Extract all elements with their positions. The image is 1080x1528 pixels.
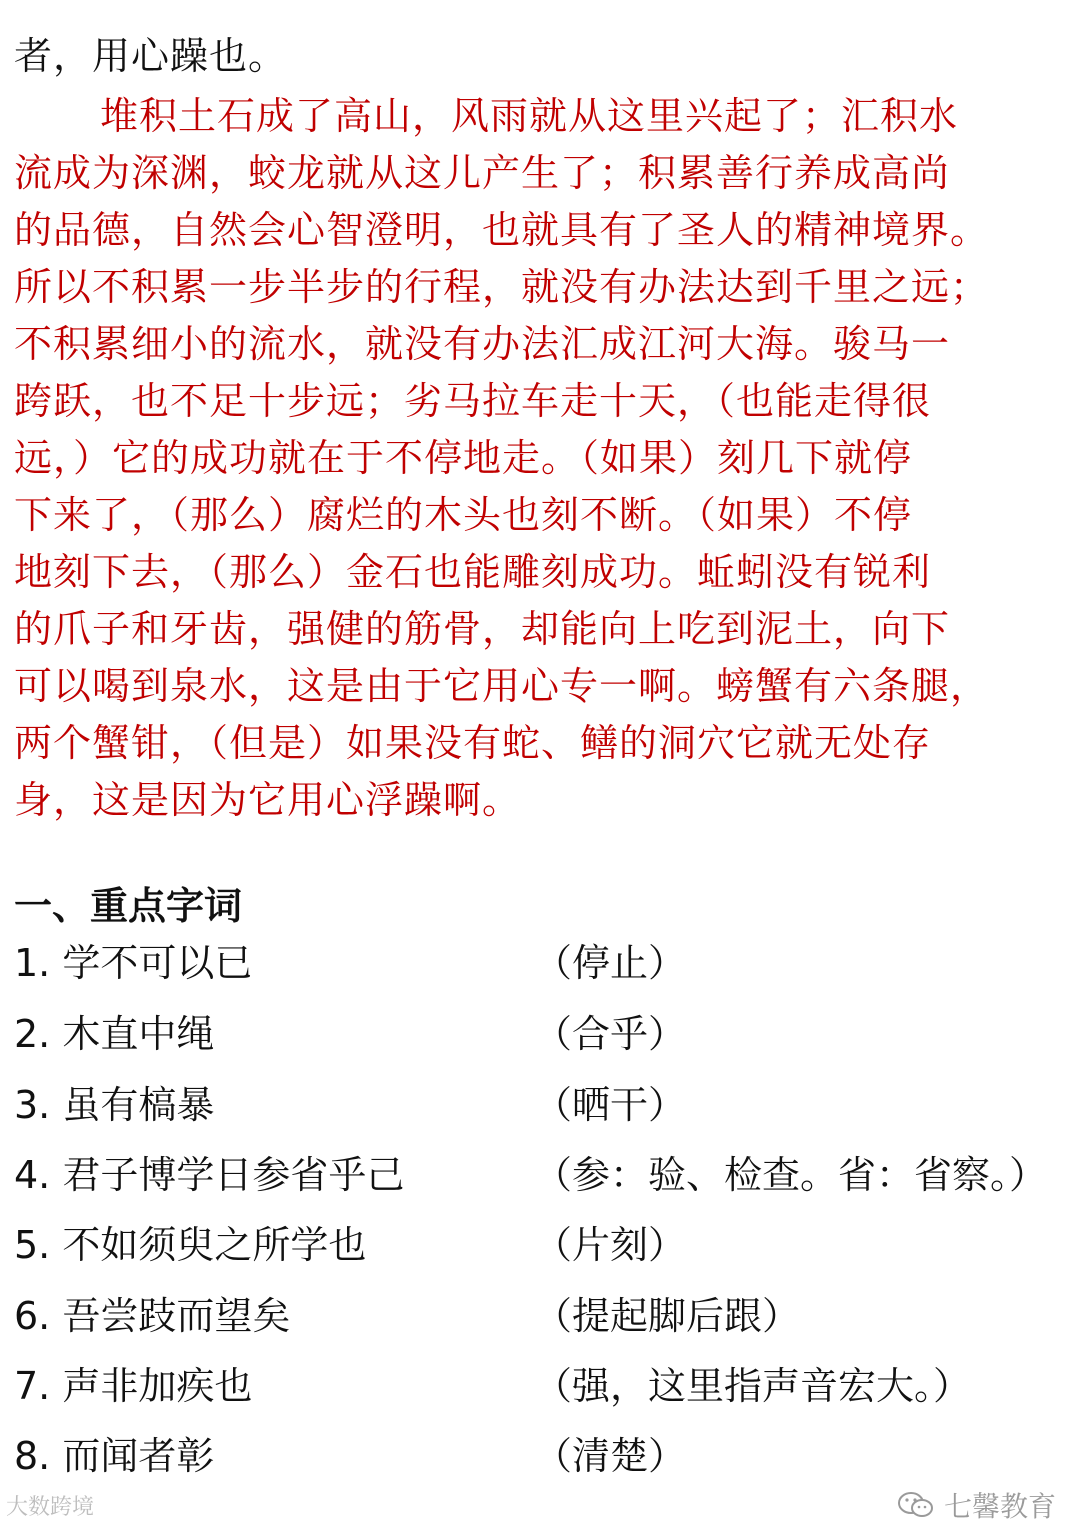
translation-line: 的爪子和牙齿，强健的筋骨，却能向上吃到泥土，向下 — [14, 607, 951, 651]
vocab-row — [14, 1288, 1080, 1344]
vocab-row — [14, 1077, 1080, 1133]
watermark-right-label: 七馨教育 — [944, 1490, 1057, 1523]
translation-line: 两个蟹钳，（但是）如果没有蛇、鳝的洞穴它就无处存 — [14, 721, 932, 765]
vocab-term: 1. 学不可以已 — [14, 941, 253, 985]
vocab-row — [14, 1006, 1080, 1062]
vocab-term: 3. 虽有槁暴 — [14, 1083, 215, 1127]
translation-line: 下来了，（那么）腐烂的木头也刻不断。（如果）不停 — [14, 493, 913, 537]
section-heading: 一、重点字词 — [14, 884, 243, 928]
vocab-row — [14, 935, 1080, 991]
vocab-row — [14, 1428, 1080, 1484]
translation-line: 堆积土石成了高山，风雨就从这里兴起了；汇积水 — [100, 94, 959, 138]
vocab-row — [14, 1147, 1080, 1203]
vocab-term: 7. 声非加疾也 — [14, 1364, 253, 1408]
translation-line: 远，）它的成功就在于不停地走。（如果）刻几下就停 — [14, 436, 913, 480]
vocab-meaning: （提起脚后跟） — [534, 1294, 801, 1338]
translation-line: 不积累细小的流水，就没有办法汇成江河大海。骏马一 — [14, 322, 951, 366]
wechat-icon — [896, 1490, 936, 1520]
vocab-term: 2. 木直中绳 — [14, 1012, 215, 1056]
vocab-meaning: （合乎） — [534, 1012, 687, 1056]
vocab-term: 5. 不如须臾之所学也 — [14, 1223, 367, 1267]
vocab-meaning: （清楚） — [534, 1434, 687, 1478]
vocab-meaning: （片刻） — [534, 1223, 687, 1267]
translation-line: 地刻下去，（那么）金石也能雕刻成功。蚯蚓没有锐利 — [14, 550, 932, 594]
translation-line: 流成为深渊，蛟龙就从这儿产生了；积累善行养成高尚 — [14, 151, 951, 195]
intro-line: 者，用心躁也。 — [14, 34, 288, 78]
translation-line: 的品德，自然会心智澄明，也就具有了圣人的精神境界。 — [14, 208, 990, 252]
vocab-term: 4. 君子博学日参省乎己 — [14, 1153, 405, 1197]
vocab-term: 6. 吾尝跂而望矣 — [14, 1294, 291, 1338]
vocab-row — [14, 1358, 1080, 1414]
translation-line: 可以喝到泉水，这是由于它用心专一啊。螃蟹有六条腿， — [14, 664, 990, 708]
vocab-meaning: （晒干） — [534, 1083, 687, 1127]
vocab-term: 8. 而闻者彰 — [14, 1434, 215, 1478]
translation-line: 跨跃，也不足十步远；劣马拉车走十天，（也能走得很 — [14, 379, 932, 423]
vocab-meaning: （停止） — [534, 941, 687, 985]
watermark-right — [896, 1488, 1056, 1522]
vocab-meaning: （参：验、检查。省：省察。） — [534, 1153, 1048, 1197]
vocab-row — [14, 1217, 1080, 1273]
watermark-left: 大数跨境 — [6, 1495, 95, 1520]
translation-line: 所以不积累一步半步的行程，就没有办法达到千里之远； — [14, 265, 990, 309]
translation-line: 身，这是因为它用心浮躁啊。 — [14, 778, 522, 822]
vocab-meaning: （强，这里指声音宏大。） — [534, 1364, 972, 1408]
